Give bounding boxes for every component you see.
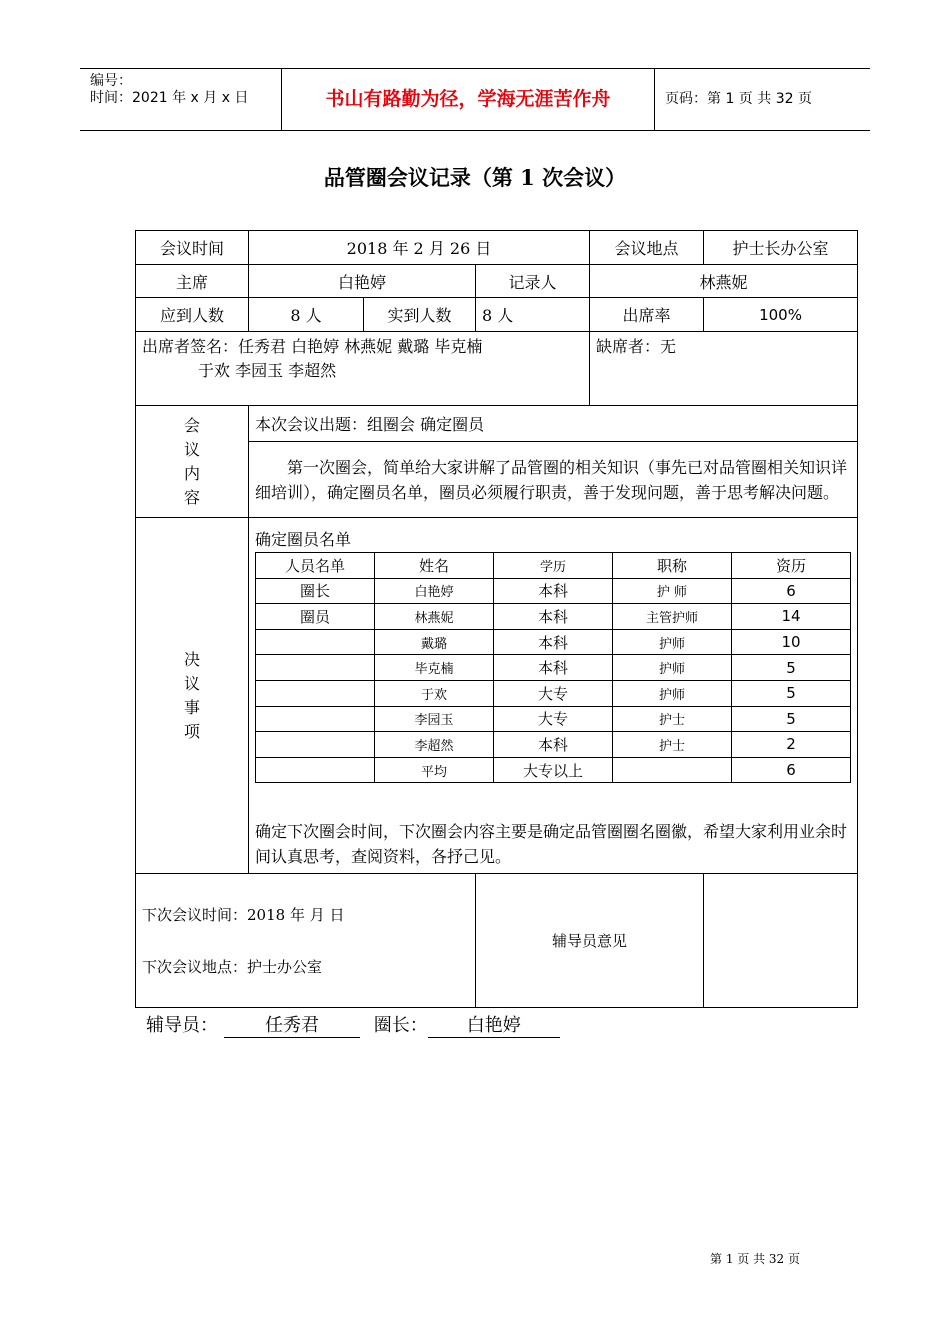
table-cell: 大专以上: [494, 757, 613, 783]
table-row: [256, 655, 851, 681]
table-cell: 护师: [613, 655, 732, 681]
number-label: 编号：: [90, 73, 132, 89]
header-left: [90, 73, 282, 107]
attendance-rate-value: 100%: [704, 298, 858, 332]
table-cell: 护师: [613, 629, 732, 655]
meeting-time-value: 2018 年 2 月 26 日: [249, 231, 590, 265]
table-cell: 14: [732, 604, 851, 630]
table-cell: [256, 629, 375, 655]
table-cell: 护士: [613, 732, 732, 758]
next-meeting-time: 下次会议时间：2018 年 月 日: [142, 905, 345, 924]
table-cell: 护 师: [613, 578, 732, 604]
leader-name: 白艳婷: [428, 1011, 560, 1038]
content-topic: 本次会议出题：组圈会 确定圈员: [249, 406, 858, 442]
chair-value: 白艳婷: [249, 265, 476, 298]
table-cell: 毕克楠: [375, 655, 494, 681]
table-row: [256, 578, 851, 604]
table-cell: [613, 757, 732, 783]
table-cell: 圈员: [256, 604, 375, 630]
table-cell: 本科: [494, 604, 613, 630]
meeting-record-table: [135, 230, 858, 1008]
member-table-header-cell: 人员名单: [256, 553, 375, 579]
expected-count-label: 应到人数: [136, 298, 249, 332]
table-cell: [256, 655, 375, 681]
attendees-cell: [136, 332, 590, 406]
table-cell: 林燕妮: [375, 604, 494, 630]
member-table-header-cell: 学历: [494, 553, 613, 579]
table-cell: 5: [732, 655, 851, 681]
member-table-header-cell: 姓名: [375, 553, 494, 579]
content-label-text: 会议内容: [183, 415, 200, 507]
page-header: [80, 68, 870, 131]
header-page-label: 页码：第 1 页 共 32 页: [665, 91, 812, 107]
chair-label: 主席: [136, 265, 249, 298]
table-cell: 2: [732, 732, 851, 758]
page-title: 品管圈会议记录（第 1 次会议）: [323, 165, 627, 190]
member-table-header-cell: 资历: [732, 553, 851, 579]
member-table-header-cell: 职称: [613, 553, 732, 579]
meeting-place-label: 会议地点: [590, 231, 704, 265]
table-row: [256, 732, 851, 758]
expected-count-value: 8 人: [249, 298, 364, 332]
advisor-opinion-value: [704, 874, 858, 1008]
table-cell: 大专: [494, 680, 613, 706]
actual-count-label: 实到人数: [364, 298, 476, 332]
advisor-name: 任秀君: [224, 1011, 360, 1038]
advisor-label: 辅导员：: [146, 1015, 218, 1036]
table-cell: 李超然: [375, 732, 494, 758]
content-label: [136, 406, 249, 518]
resolution-label-text: 决议事项: [183, 649, 200, 741]
page-footer: 第 1 页 共 32 页: [710, 1252, 800, 1266]
table-cell: 6: [732, 757, 851, 783]
next-meeting-plan: 确定下次圈会时间，下次圈会内容主要是确定品管圈圈名圈徽，希望大家利用业余时间认真思考，查阅资料，各抒己见。: [255, 822, 848, 867]
member-table: [255, 552, 851, 783]
table-cell: 于欢: [375, 680, 494, 706]
table-cell: 10: [732, 629, 851, 655]
table-row: [256, 604, 851, 630]
table-cell: 本科: [494, 578, 613, 604]
table-cell: 5: [732, 706, 851, 732]
table-cell: 李园玉: [375, 706, 494, 732]
time-label: 时间：2021 年 x 月 x 日: [90, 90, 249, 106]
next-meeting-place: 下次会议地点：护士办公室: [142, 957, 323, 976]
resolution-cell: [249, 518, 858, 874]
resolution-label: [136, 518, 249, 874]
table-cell: 本科: [494, 655, 613, 681]
table-cell: 白艳婷: [375, 578, 494, 604]
meeting-time-label: 会议时间: [136, 231, 249, 265]
actual-count-value: 8 人: [476, 298, 590, 332]
table-cell: 本科: [494, 732, 613, 758]
table-row: [256, 757, 851, 783]
header-divider: [654, 69, 655, 130]
table-cell: [256, 706, 375, 732]
table-cell: 6: [732, 578, 851, 604]
recorder-label: 记录人: [476, 265, 590, 298]
attendees-line-2: 于欢 李园玉 李超然: [198, 361, 337, 380]
attendance-rate-label: 出席率: [590, 298, 704, 332]
table-row: [256, 706, 851, 732]
content-text: 第一次圈会，简单给大家讲解了品管圈的相关知识（事先已对品管圈相关知识详细培训），确定圈员名单，圈员必须履行职责，善于发现问题，善于思考解决问题。: [249, 442, 858, 518]
signature-line: [146, 1011, 560, 1038]
meeting-place-value: 护士长办公室: [704, 231, 858, 265]
table-cell: [256, 680, 375, 706]
absent-cell: 缺席者：无: [590, 332, 858, 406]
table-cell: 平均: [375, 757, 494, 783]
member-table-header: [256, 553, 851, 579]
advisor-opinion-label: 辅导员意见: [476, 874, 704, 1008]
attendees-line-1: 出席者签名：任秀君 白艳婷 林燕妮 戴璐 毕克楠: [142, 337, 483, 356]
table-cell: 圈长: [256, 578, 375, 604]
table-cell: 护师: [613, 680, 732, 706]
table-cell: 护士: [613, 706, 732, 732]
table-cell: 主管护师: [613, 604, 732, 630]
member-list-title: 确定圈员名单: [255, 530, 352, 549]
recorder-value: 林燕妮: [590, 265, 858, 298]
table-cell: 5: [732, 680, 851, 706]
leader-label: 圈长：: [373, 1015, 428, 1036]
table-row: [256, 629, 851, 655]
table-cell: [256, 732, 375, 758]
table-cell: 本科: [494, 629, 613, 655]
table-cell: 大专: [494, 706, 613, 732]
table-cell: 戴璐: [375, 629, 494, 655]
table-row: [256, 680, 851, 706]
table-cell: [256, 757, 375, 783]
header-motto: 书山有路勤为径，学海无涯苦作舟: [325, 88, 611, 110]
next-meeting-info: [136, 874, 476, 1008]
